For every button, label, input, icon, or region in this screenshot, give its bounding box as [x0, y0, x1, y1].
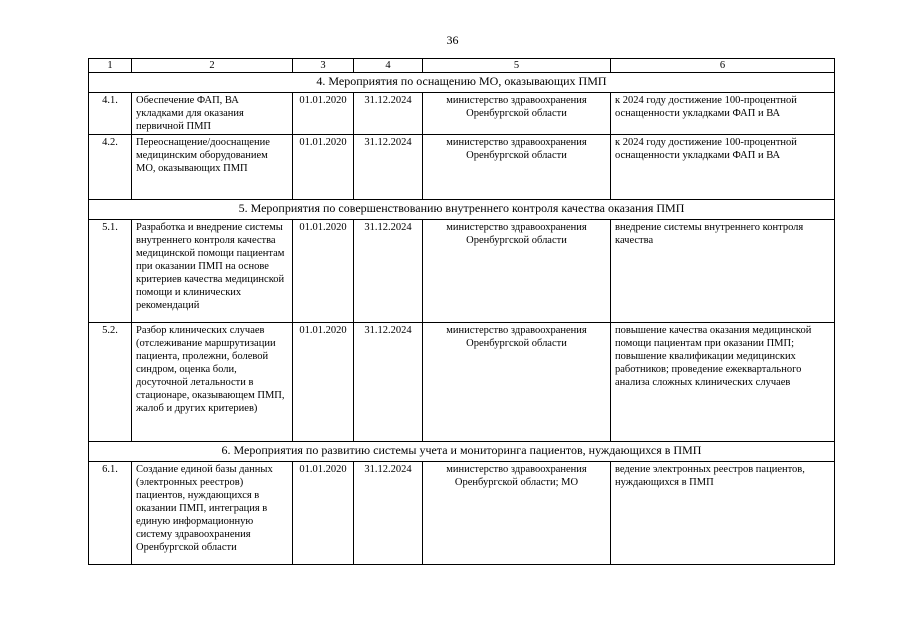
expected-result: внедрение системы внутреннего контроля качества [611, 220, 835, 323]
page-number: 36 [446, 33, 459, 47]
expected-result: повышение качества оказания медицинской помощи пациентам при оказании ПМП; повышение квалификации медицинских работников; проведение ежеквартального анализа сложных клинических случаев [611, 323, 835, 442]
section-title: 5. Мероприятия по совершенствованию внутреннего контроля качества оказания ПМП [89, 200, 835, 220]
table-row [89, 135, 835, 200]
column-number-row [89, 59, 835, 73]
section-title: 4. Мероприятия по оснащению МО, оказывающих ПМП [89, 73, 835, 93]
table-row [89, 462, 835, 565]
activity-name: Разработка и внедрение системы внутреннего контроля качества медицинской помощи пациентам при оказании ПМП на основе критериев качества медицинской помощи и клинических рекомендаций [132, 220, 293, 323]
end-date: 31.12.2024 [354, 323, 423, 442]
end-date: 31.12.2024 [354, 462, 423, 565]
activities-table [88, 58, 835, 565]
table-row [89, 220, 835, 323]
start-date: 01.01.2020 [293, 220, 354, 323]
start-date: 01.01.2020 [293, 462, 354, 565]
column-header: 4 [354, 59, 423, 73]
table-row [89, 323, 835, 442]
executor: министерство здравоохранения Оренбургской области [423, 323, 611, 442]
item-number: 4.1. [89, 93, 132, 135]
expected-result: к 2024 году достижение 100-процентной оснащенности укладками ФАП и ВА [611, 135, 835, 200]
column-header: 3 [293, 59, 354, 73]
section-heading-row [89, 73, 835, 93]
end-date: 31.12.2024 [354, 135, 423, 200]
column-header: 2 [132, 59, 293, 73]
end-date: 31.12.2024 [354, 93, 423, 135]
item-number: 5.2. [89, 323, 132, 442]
start-date: 01.01.2020 [293, 323, 354, 442]
section-heading-row [89, 442, 835, 462]
activity-name: Переоснащение/дооснащение медицинским оборудованием МО, оказывающих ПМП [132, 135, 293, 200]
expected-result: к 2024 году достижение 100-процентной оснащенности укладками ФАП и ВА [611, 93, 835, 135]
section-heading-row [89, 200, 835, 220]
executor: министерство здравоохранения Оренбургской области; МО [423, 462, 611, 565]
item-number: 6.1. [89, 462, 132, 565]
item-number: 4.2. [89, 135, 132, 200]
table-row [89, 93, 835, 135]
start-date: 01.01.2020 [293, 135, 354, 200]
activity-name: Обеспечение ФАП, ВА укладками для оказания первичной ПМП [132, 93, 293, 135]
executor: министерство здравоохранения Оренбургской области [423, 220, 611, 323]
item-number: 5.1. [89, 220, 132, 323]
activity-name: Разбор клинических случаев (отслеживание маршрутизации пациента, пролежни, болевой синдром, оценка боли, досуточной летальности в стационаре, оказывающем ПМП, жалоб и других критериев) [132, 323, 293, 442]
executor: министерство здравоохранения Оренбургской области [423, 93, 611, 135]
column-header: 1 [89, 59, 132, 73]
executor: министерство здравоохранения Оренбургской области [423, 135, 611, 200]
start-date: 01.01.2020 [293, 93, 354, 135]
expected-result: ведение электронных реестров пациентов, нуждающихся в ПМП [611, 462, 835, 565]
column-header: 5 [423, 59, 611, 73]
column-header: 6 [611, 59, 835, 73]
end-date: 31.12.2024 [354, 220, 423, 323]
section-title: 6. Мероприятия по развитию системы учета и мониторинга пациентов, нуждающихся в ПМП [89, 442, 835, 462]
activity-name: Создание единой базы данных (электронных реестров) пациентов, нуждающихся в оказании ПМП, интеграция в единую информационную систему здравоохранения Оренбургской области [132, 462, 293, 565]
